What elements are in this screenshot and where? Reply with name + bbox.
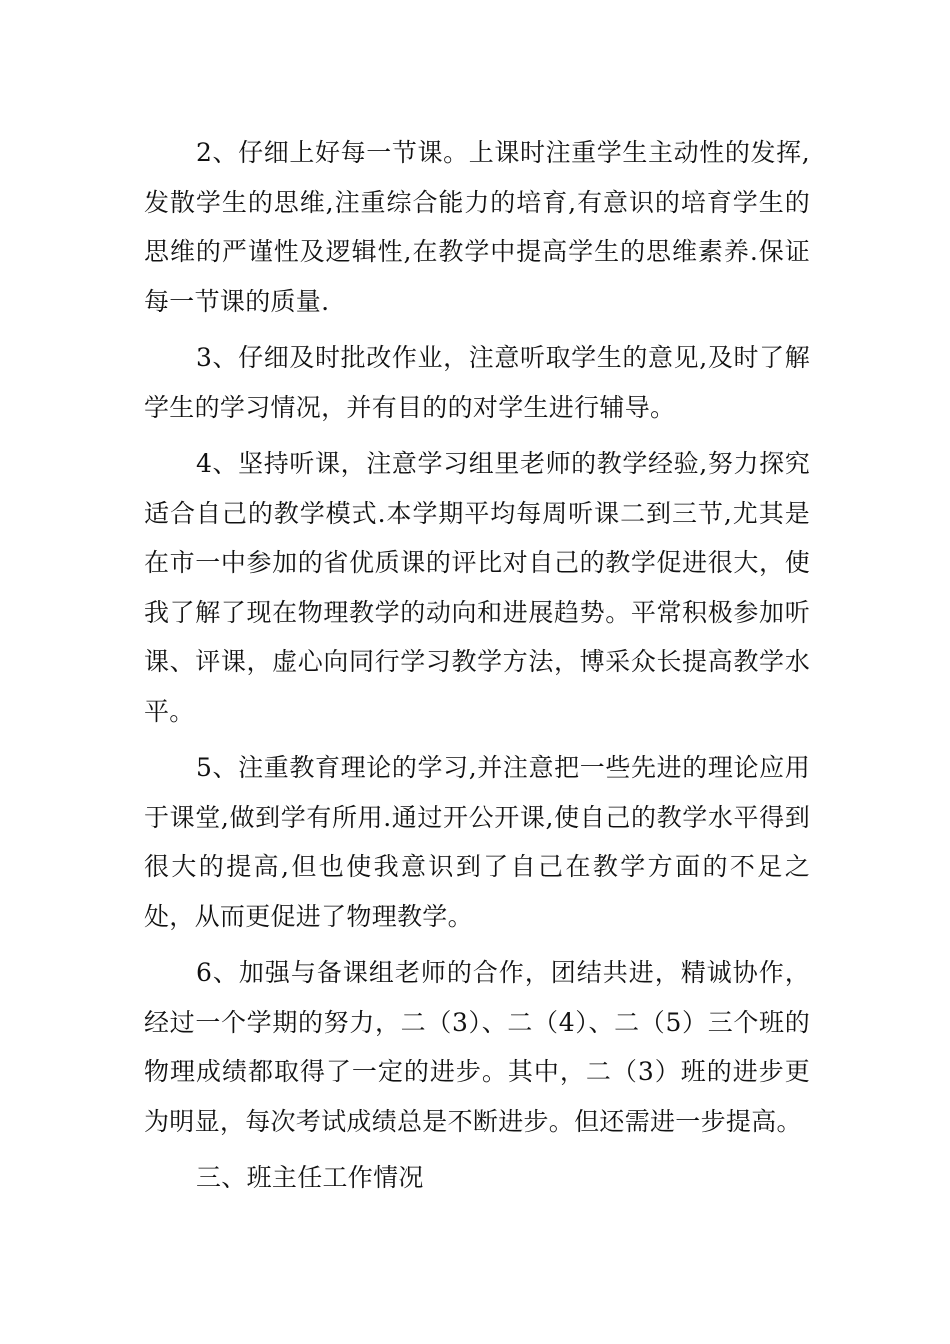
paragraph-item-4: 4、坚持听课，注意学习组里老师的教学经验,努力探究适合自己的教学模式.本学期平均每周听课二到三节,尤其是在市一中参加的省优质课的评比对自己的教学促进很大，使我了解了现在物理教学的动向和进展趋势。平常积极参加听课、评课，虚心向同行学习教学方法，博采众长提高教学水平。	[144, 449, 810, 726]
section-heading: 三、班主任工作情况	[196, 1163, 424, 1192]
document-body	[144, 128, 810, 1203]
paragraph-item-6: 6、加强与备课组老师的合作，团结共进，精诚协作，经过一个学期的努力，二（3）、二（4）、二（5）三个班的物理成绩都取得了一定的进步。其中，二（3）班的进步更为明显，每次考试成绩总是不断进步。但还需进一步提高。	[144, 958, 810, 1136]
paragraph-item-5: 5、注重教育理论的学习,并注意把一些先进的理论应用于课堂,做到学有所用.通过开公开课,使自己的教学水平得到很大的提高,但也使我意识到了自己在教学方面的不足之处，从而更促进了物理教学。	[144, 753, 810, 931]
paragraph-item-3: 3、仔细及时批改作业，注意听取学生的意见,及时了解学生的学习情况，并有目的的对学生进行辅导。	[144, 343, 810, 422]
paragraph-item-2: 2、仔细上好每一节课。上课时注重学生主动性的发挥,发散学生的思维,注重综合能力的培育,有意识的培育学生的思维的严谨性及逻辑性,在教学中提高学生的思维素养.保证每一节课的质量.	[144, 138, 810, 316]
